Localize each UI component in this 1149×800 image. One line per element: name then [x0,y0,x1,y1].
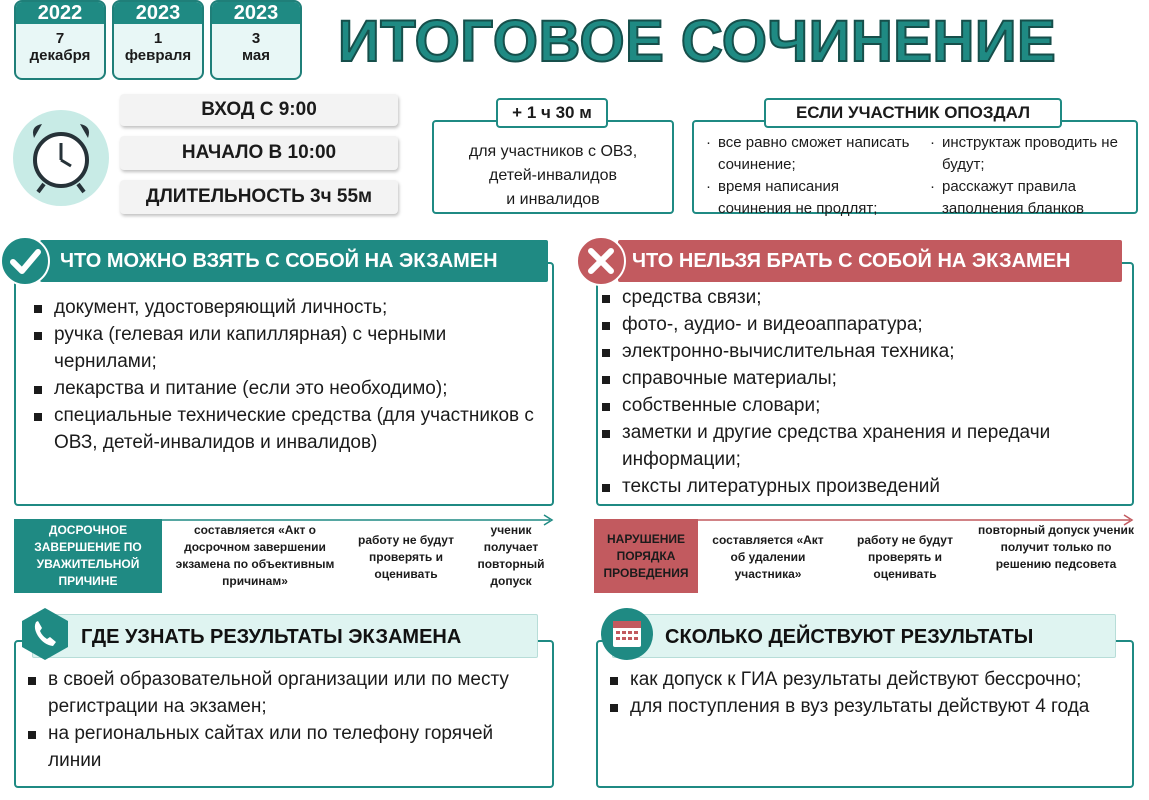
date-year: 2023 [114,2,202,24]
phone-icon [18,606,72,662]
late-item: · расскажут правила заполнения бланков [930,178,1085,217]
violation-box: НАРУШЕНИЕ ПОРЯДКА ПРОВЕДЕНИЯ [594,519,698,593]
alarm-clock-icon [26,118,96,196]
list-item: собственные словари; [600,392,1124,419]
extra-time-line: и инвалидов [506,191,600,208]
forbidden-box [596,262,1134,506]
date-card-2 [112,0,204,80]
list-item: специальные технические средства (для участников с ОВЗ, детей-инвалидов и инвалидов) [32,402,540,456]
list-item: электронно-вычислительная техника; [600,338,1124,365]
flow-step: ученик получает повторный допуск [477,523,545,588]
results-validity-box [596,640,1134,788]
extra-time-line: для участников с ОВЗ, [468,143,638,160]
list-item: ручка (гелевая или капиллярная) с черными чернилами; [32,321,540,375]
duration: ДЛИТЕЛЬНОСТЬ 3ч 55м [120,180,398,214]
list-item: для поступления в вуз результаты действуют 4 года [608,693,1122,720]
checkmark-icon [0,236,50,286]
results-where-header: ГДЕ УЗНАТЬ РЕЗУЛЬТАТЫ ЭКЗАМЕНА [32,614,538,658]
list-item: как допуск к ГИА результаты действуют бессрочно; [608,666,1122,693]
list-item: лекарства и питание (если это необходимо); [32,375,540,402]
list-item: документ, удостоверяющий личность; [32,294,540,321]
extra-time-line: детей-инвалидов [488,167,617,184]
date-month: мая [242,47,270,64]
date-card-3 [210,0,302,80]
cross-icon [576,236,626,286]
late-item: · время написания сочинения не продлят; [706,178,878,217]
flow-step: работу не будут проверять и оценивать [358,533,454,581]
late-item: · все равно сможет написать сочинение; [706,134,910,173]
date-day: 7 [55,30,65,47]
extra-time-tag: + 1 ч 30 м [496,98,608,128]
late-tag: ЕСЛИ УЧАСТНИК ОПОЗДАЛ [764,98,1062,128]
results-validity-header: СКОЛЬКО ДЕЙСТВУЮТ РЕЗУЛЬТАТЫ [612,614,1116,658]
list-item: средства связи; [600,284,1124,311]
forbidden-header: ЧТО НЕЛЬЗЯ БРАТЬ С СОБОЙ НА ЭКЗАМЕН [618,240,1122,282]
allowed-box [14,262,554,506]
start-time: НАЧАЛО В 10:00 [120,136,398,170]
list-item: заметки и другие средства хранения и передачи информации; [600,419,1124,473]
list-item: фото-, аудио- и видеоаппаратура; [600,311,1124,338]
early-finish-box: ДОСРОЧНОЕ ЗАВЕРШЕНИЕ ПО УВАЖИТЕЛЬНОЙ ПРИЧИНЕ [14,519,162,593]
extra-time-box [432,120,674,214]
list-item: справочные материалы; [600,365,1124,392]
list-item: тексты литературных произведений [600,473,1124,500]
calendar-icon [600,606,654,662]
date-month: февраля [124,47,192,64]
date-month: декабря [29,47,91,64]
late-item: · инструктаж проводить не будут; [930,134,1118,173]
list-item: в своей образовательной организации или по месту регистрации на экзамен; [26,666,542,720]
page-title: ИТОГОВОЕ СОЧИНЕНИЕ [338,9,1057,74]
date-day: 3 [251,30,261,47]
allowed-header: ЧТО МОЖНО ВЗЯТЬ С СОБОЙ НА ЭКЗАМЕН [40,240,548,282]
results-where-box [14,640,554,788]
date-year: 2023 [212,2,300,24]
list-item: на региональных сайтах или по телефону горячей линии [26,720,542,774]
date-card-1 [14,0,106,80]
flow-step: составляется «Акт о досрочном завершении экзамена по объективным причинам» [175,523,335,588]
entry-time: ВХОД С 9:00 [120,94,398,126]
date-day: 1 [153,30,163,47]
flow-step: работу не будут проверять и оценивать [857,533,953,581]
flow-step: повторный допуск ученик получит только по решению педсовета [978,523,1134,571]
date-year: 2022 [16,2,104,24]
late-box [692,120,1138,217]
flow-step: составляется «Акт об удалении участника» [712,533,824,581]
